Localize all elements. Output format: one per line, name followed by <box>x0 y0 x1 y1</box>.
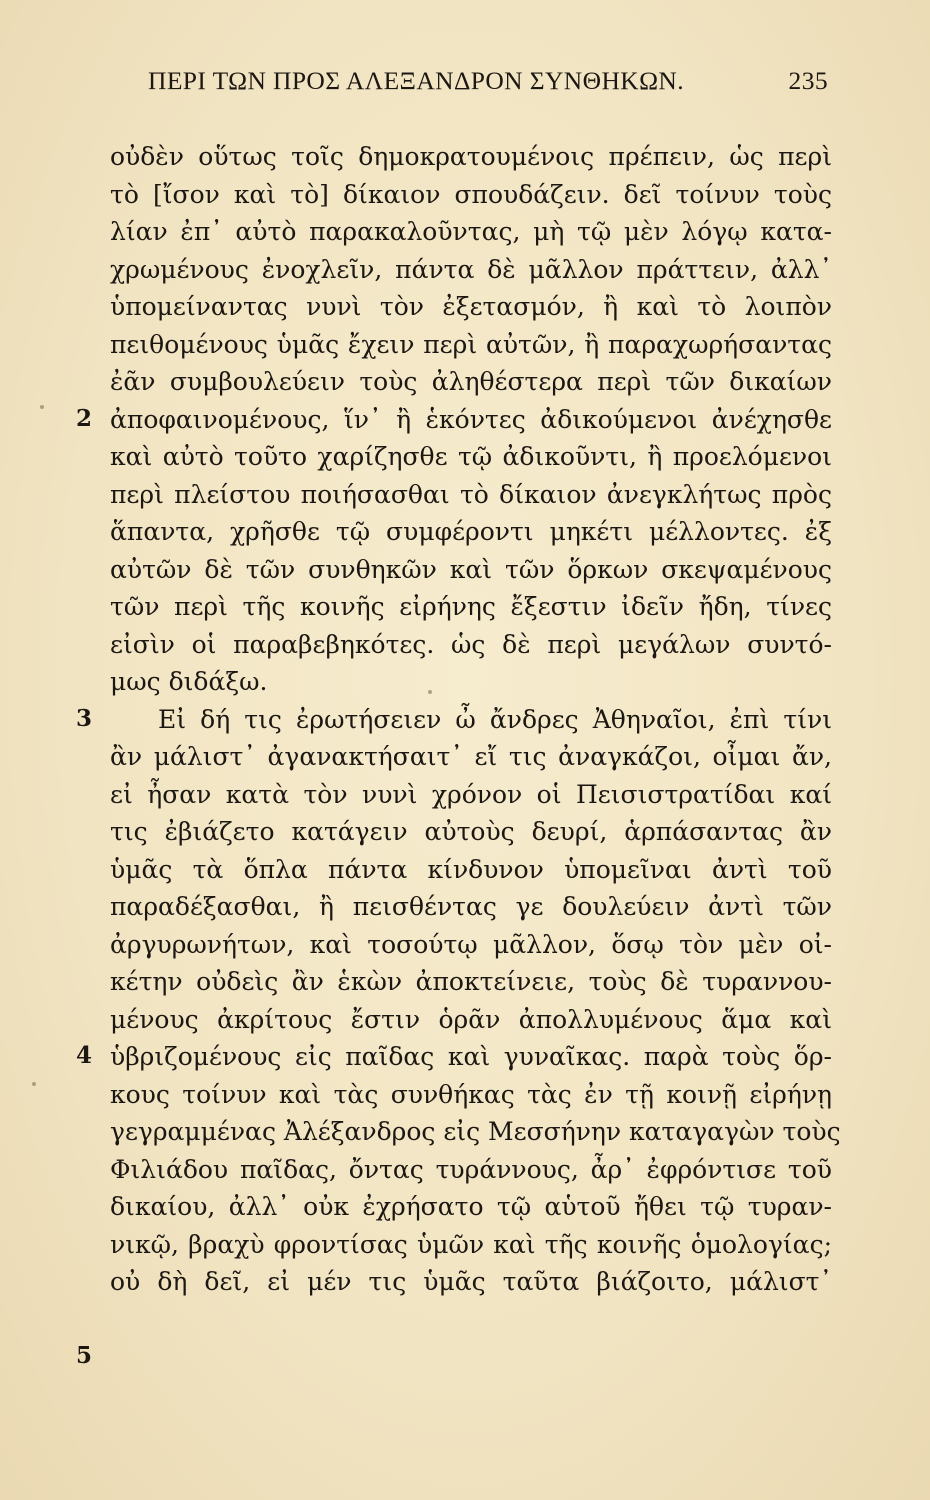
text-line: νικῷ, βραχὺ φροντίσας ὑμῶν καὶ τῆς κοινῆς ὁμολογίας; <box>110 1229 832 1259</box>
section-number-4: 4 <box>76 1042 93 1069</box>
text-line: κους τοίνυν καὶ τὰς συνθήκας τὰς ἐν τῇ κοινῇ εἰρήνῃ <box>110 1079 832 1109</box>
body-text <box>110 138 841 1301</box>
text-line: οὐδὲν οὕτως τοῖς δημοκρατουμένοις πρέπειν, ὡς περὶ <box>110 142 832 171</box>
text-line: δικαίου, ἀλλ᾽ οὐκ ἐχρήσατο τῷ αὑτοῦ ἤθει τῷ τυραν- <box>110 1192 832 1221</box>
text-line: παραδέξασθαι, ἢ πεισθέντας γε δουλεύειν ἀντὶ τῶν <box>110 892 832 921</box>
text-line: λίαν ἐπ᾽ αὐτὸ παρακαλοῦντας, μὴ τῷ μὲν λόγῳ κατα- <box>110 217 832 246</box>
text-line: ἀργυρωνήτων, καὶ τοσούτῳ μᾶλλον, ὅσῳ τὸν μὲν οἰ- <box>110 929 832 959</box>
section-number-2: 2 <box>76 405 93 432</box>
text-line: Εἰ δή τις ἐρωτήσειεν ὦ ἄνδρες Ἀθηναῖοι, ἐπὶ τίνι <box>158 704 832 734</box>
text-line: τῶν περὶ τῆς κοινῆς εἰρήνης ἔξεστιν ἰδεῖν ἤδη, τίνες <box>110 592 832 621</box>
running-header <box>148 66 828 106</box>
text-line: οὐ δὴ δεῖ, εἰ μέν τις ὑμᾶς ταῦτα βιάζοιτο, μάλιστ᾽ <box>110 1267 832 1296</box>
text-line: μένους ἀκρίτους ἔστιν ὁρᾶν ἀπολλυμένους ἅμα καὶ <box>110 1004 832 1034</box>
page-number: 235 <box>788 66 828 95</box>
text-line: μως διδάξω. <box>110 667 268 696</box>
text-line: χρωμένους ἐνοχλεῖν, πάντα δὲ μᾶλλον πράττειν, ἀλλ᾽ <box>110 254 832 284</box>
paper-speck <box>428 690 432 694</box>
text-line: πειθομένους ὑμᾶς ἔχειν περὶ αὐτῶν, ἢ παραχωρήσαντας <box>110 329 832 359</box>
text-line: Φιλιάδου παῖδας, ὄντας τυράννους, ἆρ᾽ ἐφρόντισε τοῦ <box>110 1154 832 1184</box>
text-line: περὶ πλείστου ποιήσασθαι τὸ δίκαιον ἀνεγκλήτως πρὸς <box>110 479 832 509</box>
running-title: ΠΕΡΙ ΤΩΝ ΠΡΟΣ ΑΛΕΞΑΝΔΡΟΝ ΣΥΝΘΗΚΩΝ. <box>148 66 685 95</box>
text-line: ὑμᾶς τὰ ὅπλα πάντα κίνδυνον ὑπομεῖναι ἀντὶ τοῦ <box>110 854 832 884</box>
text-line: αὐτῶν δὲ τῶν συνθηκῶν καὶ τῶν ὅρκων σκεψαμένους <box>110 554 832 584</box>
text-line: εἰ ἦσαν κατὰ τὸν νυνὶ χρόνον οἱ Πεισιστρατίδαι καί <box>110 779 832 809</box>
text-line: ἂν μάλιστ᾽ ἀγανακτήσαιτ᾽ εἴ τις ἀναγκάζοι, οἶμαι ἄν, <box>110 742 832 771</box>
text-line: ὑπομείναντας νυνὶ τὸν ἐξετασμόν, ἢ καὶ τὸ λοιπὸν <box>110 292 832 321</box>
text-line: γεγραμμένας Ἀλέξανδρος εἰς Μεσσήνην καταγαγὼν τοὺς <box>110 1117 841 1146</box>
paper-speck <box>32 1082 36 1086</box>
text-line: τὸ [ἴσον καὶ τὸ] δίκαιον σπουδάζειν. δεῖ τοίνυν τοὺς <box>110 179 832 209</box>
text-line: τις ἐβιάζετο κατάγειν αὐτοὺς δευρί, ἁρπάσαντας ἂν <box>110 817 832 846</box>
text-line: ἀποφαινομένους, ἵν᾽ ἢ ἑκόντες ἀδικούμενοι ἀνέχησθε <box>110 404 832 434</box>
text-line: εἰσὶν οἱ παραβεβηκότες. ὡς δὲ περὶ μεγάλων συντό- <box>110 629 832 659</box>
section-number-5: 5 <box>76 1342 93 1369</box>
text-line: κέτην οὐδεὶς ἂν ἑκὼν ἀποκτείνειε, τοὺς δὲ τυραννου- <box>110 967 832 996</box>
text-line: ὑβριζομένους εἰς παῖδας καὶ γυναῖκας. παρὰ τοὺς ὅρ- <box>110 1042 832 1071</box>
section-number-3: 3 <box>76 705 93 732</box>
text-line: ἅπαντα, χρῆσθε τῷ συμφέροντι μηκέτι μέλλοντες. ἐξ <box>110 517 832 546</box>
text-line: καὶ αὐτὸ τοῦτο χαρίζησθε τῷ ἀδικοῦντι, ἢ προελόμενοι <box>110 442 832 471</box>
text-line: ἐᾶν συμβουλεύειν τοὺς ἀληθέστερα περὶ τῶν δικαίων <box>110 367 832 396</box>
paper-speck <box>40 405 44 409</box>
